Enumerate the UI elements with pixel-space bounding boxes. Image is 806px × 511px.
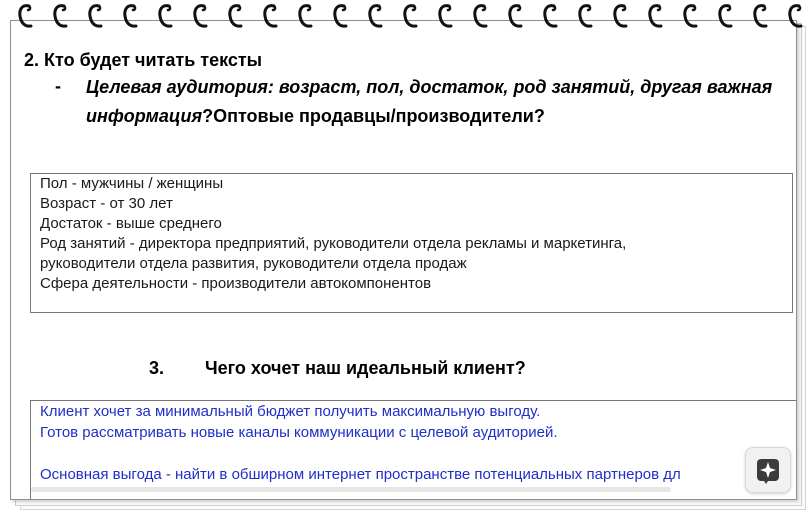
bullet-dash: - — [55, 76, 61, 96]
client-line — [31, 443, 797, 464]
audience-line: руководители отдела развития, руководители отдела продаж — [40, 255, 467, 272]
client-text-box[interactable] — [30, 400, 797, 500]
spiral-ring — [18, 2, 36, 30]
spiral-binding — [0, 0, 806, 34]
spiral-ring — [788, 2, 806, 30]
spiral-ring — [543, 2, 561, 30]
client-line: Готов рассматривать новые каналы коммуникации с целевой аудиторией. — [40, 424, 558, 441]
spiral-ring — [298, 2, 316, 30]
spiral-ring — [613, 2, 631, 30]
spiral-ring — [333, 2, 351, 30]
document-page — [10, 20, 797, 500]
audience-line: Сфера деятельности - производители автокомпонентов — [40, 275, 432, 292]
spiral-ring — [718, 2, 736, 30]
spiral-ring — [193, 2, 211, 30]
spiral-ring — [648, 2, 666, 30]
spiral-ring — [753, 2, 771, 30]
spiral-ring — [228, 2, 246, 30]
section-3-title: Чего хочет наш идеальный клиент? — [205, 358, 526, 378]
spiral-ring — [368, 2, 386, 30]
audience-line: Пол - мужчины / женщины — [40, 175, 224, 192]
audience-line: Возраст - от 30 лет — [40, 195, 173, 212]
spiral-ring — [683, 2, 701, 30]
spiral-ring — [88, 2, 106, 30]
spiral-ring — [508, 2, 526, 30]
client-line: Основная выгода - найти в обширном интернет пространстве потенциальных партнеров дл — [40, 466, 681, 483]
spiral-ring — [263, 2, 281, 30]
spiral-ring — [123, 2, 141, 30]
spiral-ring — [403, 2, 421, 30]
ai-assistant-button[interactable] — [745, 447, 791, 493]
target-audience-question: Целевая аудитория: возраст, пол, достаток, род занятий, другая важная информация — [86, 77, 773, 126]
spiral-ring — [473, 2, 491, 30]
spiral-ring — [578, 2, 596, 30]
section-3-number: 3. — [149, 358, 165, 378]
spiral-ring — [53, 2, 71, 30]
spiral-ring — [158, 2, 176, 30]
spiral-ring — [438, 2, 456, 30]
audience-line: Достаток - выше среднего — [40, 215, 222, 232]
horizontal-scrollbar[interactable] — [31, 487, 671, 492]
audience-text-box[interactable] — [30, 173, 793, 313]
section-2-heading: 2. Кто будет читать тексты — [24, 50, 263, 70]
client-line: Клиент хочет за минимальный бюджет получить максимальную выгоду. — [40, 403, 541, 420]
section-3-heading — [149, 358, 526, 379]
audience-answer-inline: ?Оптовые продавцы/производители? — [202, 106, 545, 126]
section-2-subtitle — [86, 73, 786, 131]
audience-line: Род занятий - директора предприятий, руководители отдела рекламы и маркетинга, — [40, 235, 627, 252]
sparkle-icon — [749, 451, 787, 489]
